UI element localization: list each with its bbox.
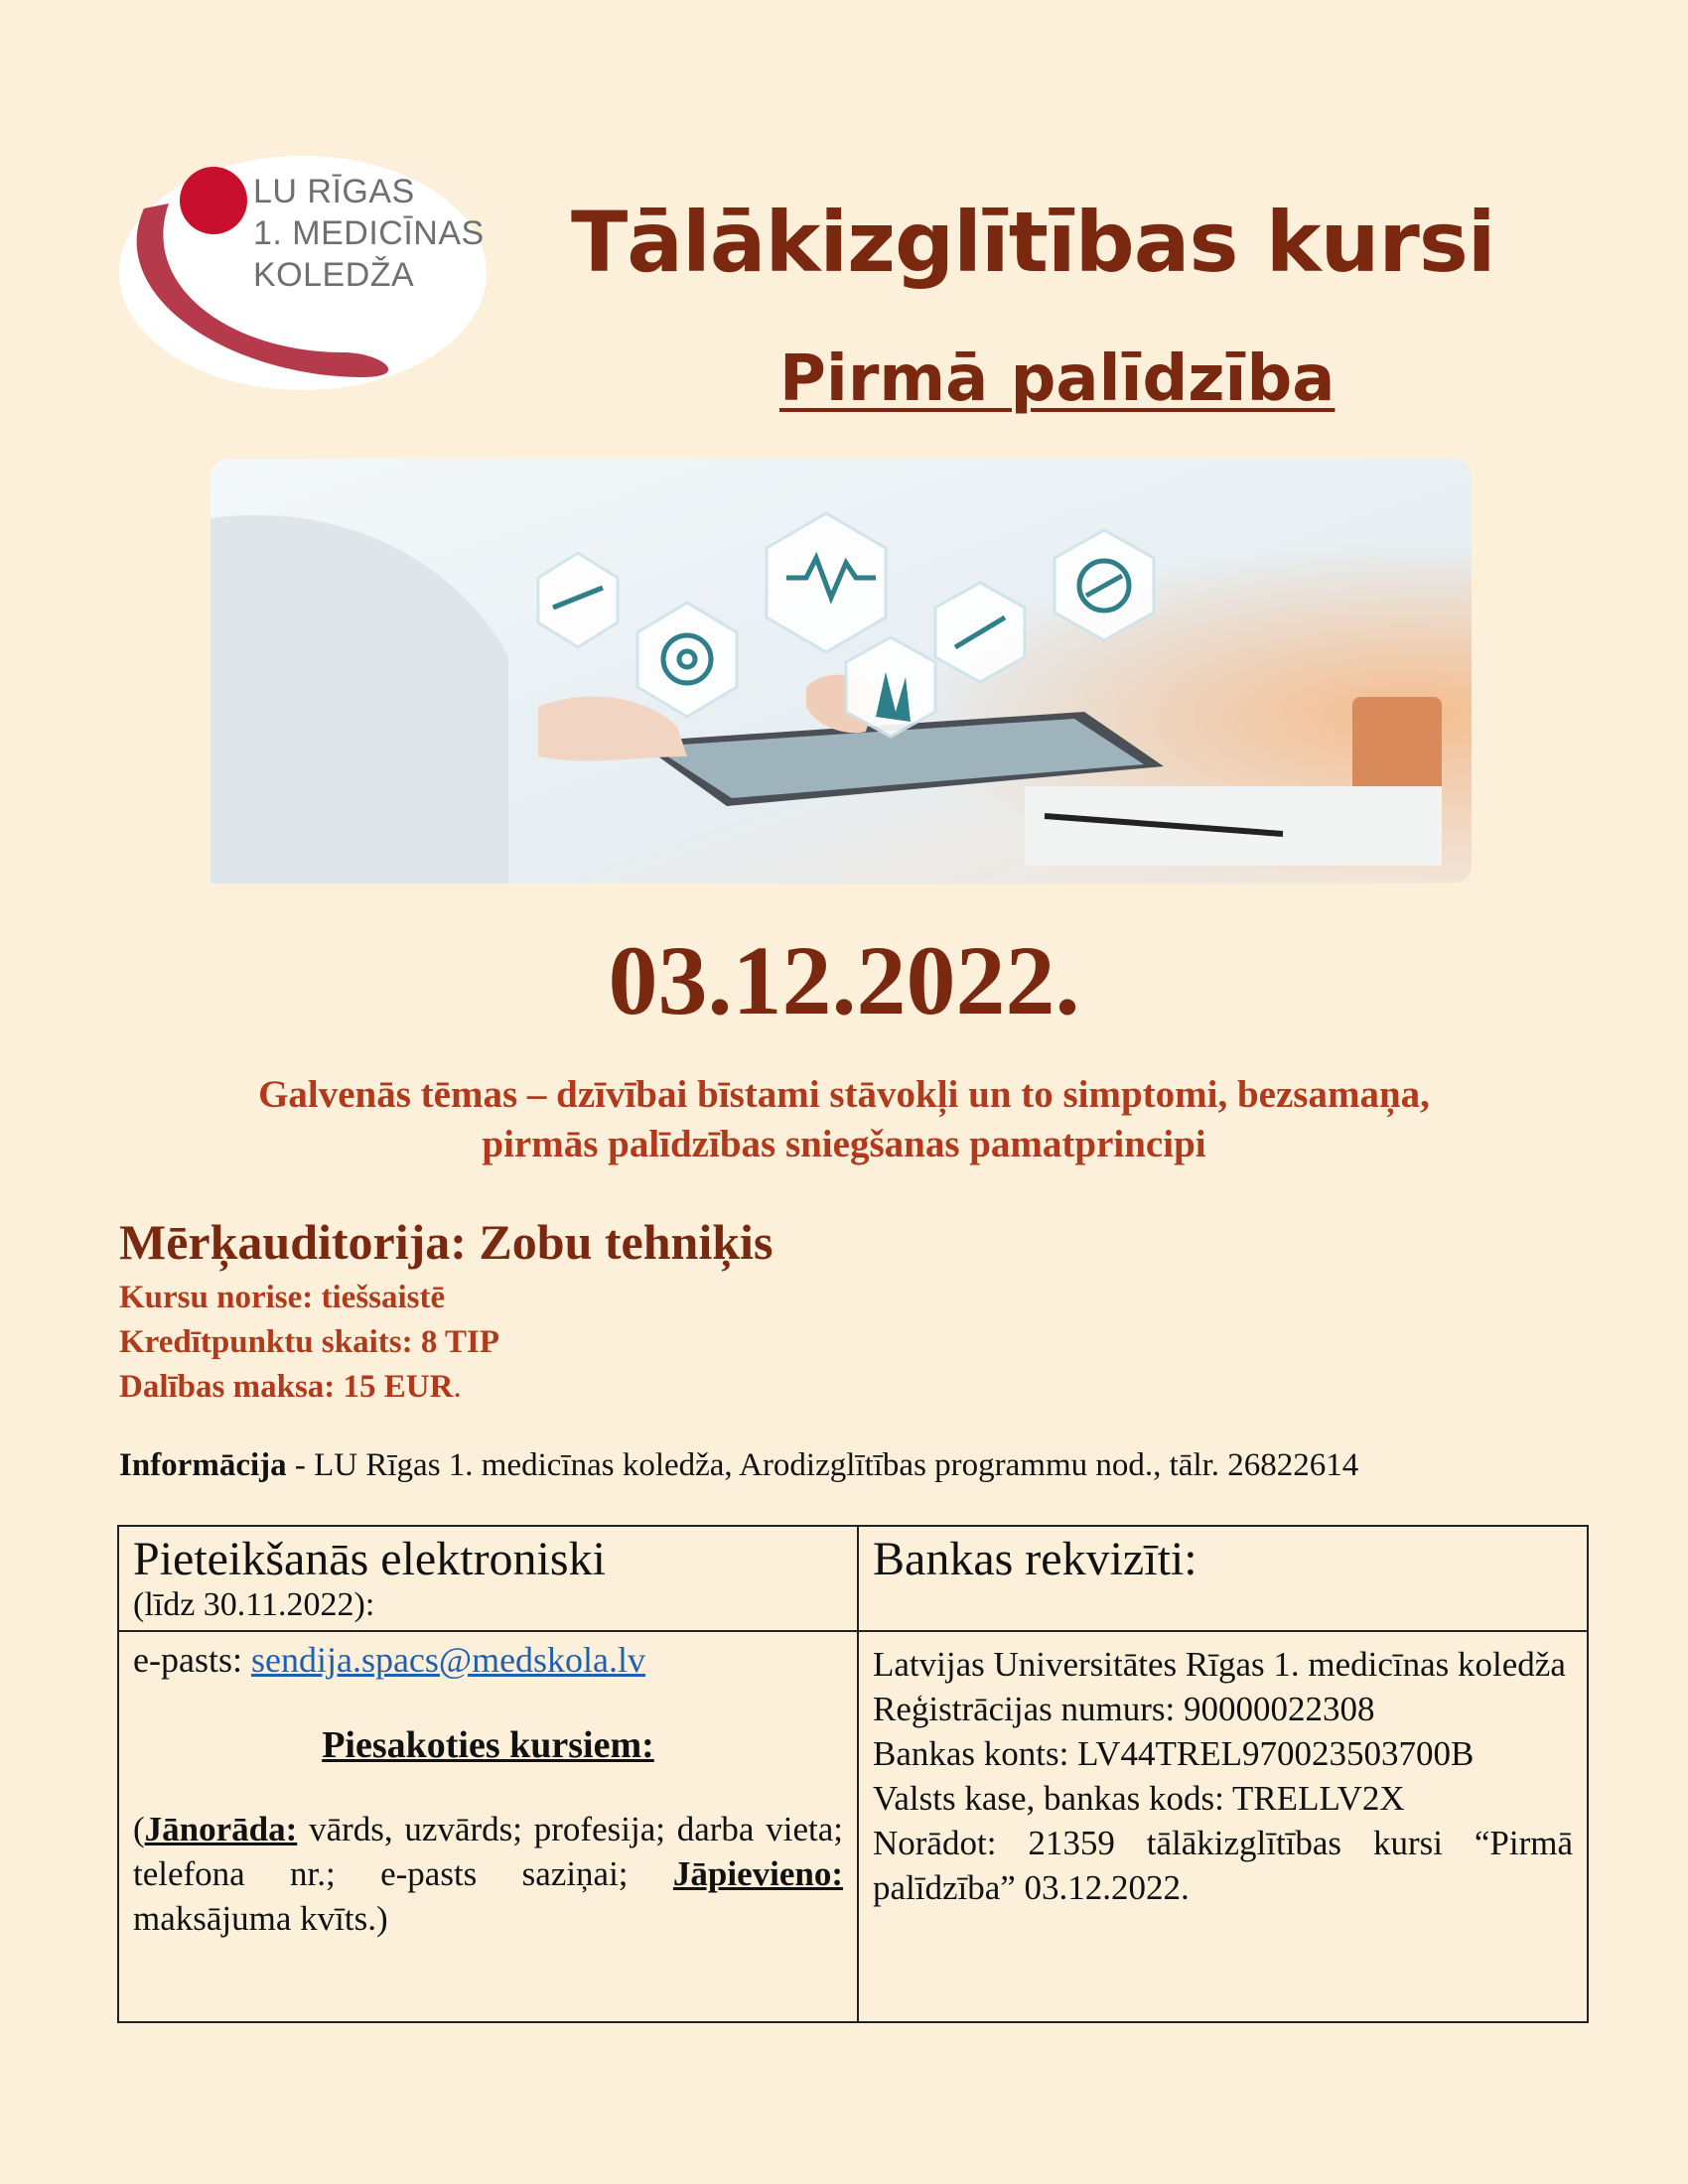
- themes-line-2: pirmās palīdzības sniegšanas pamatprincipi: [482, 1123, 1206, 1165]
- info-text: - LU Rīgas 1. medicīnas koledža, Arodizglītības programmu nod., tālr. 26822614: [286, 1447, 1359, 1483]
- info-label: Informācija: [119, 1447, 287, 1483]
- credit-points: Kredītpunktu skaits: 8 TIP: [119, 1324, 499, 1360]
- course-details: [119, 1276, 499, 1410]
- req-open: (: [133, 1810, 145, 1848]
- bank-account: Bankas konts: LV44TREL970023503700B: [873, 1734, 1475, 1773]
- page-title: Tālākizglītības kursi: [571, 194, 1495, 291]
- payment-note: Norādot: 21359 tālākizglītības kursi “Pirmā palīdzība” 03.12.2022.: [873, 1824, 1573, 1907]
- target-audience: Mērķauditorija: Zobu tehniķis: [119, 1214, 774, 1270]
- bank-header-cell: [858, 1526, 1588, 1631]
- registration-table: [117, 1525, 1589, 2023]
- registration-deadline: (līdz 30.11.2022):: [133, 1586, 375, 1623]
- attach-text: maksājuma kvīts.): [133, 1899, 388, 1938]
- logo-line-2: 1. MEDICĪNAS: [253, 214, 485, 252]
- bank-registration-number: Reģistrācijas numurs: 90000022308: [873, 1690, 1375, 1728]
- registration-heading: Pieteikšanās elektroniski: [133, 1533, 606, 1585]
- registration-body-cell: [118, 1631, 858, 2022]
- apply-heading: Piesakoties kursiem:: [322, 1724, 654, 1766]
- req-label: Jānorāda:: [144, 1810, 298, 1848]
- email-line: [133, 1638, 843, 1682]
- course-date: 03.12.2022.: [608, 925, 1080, 1035]
- fee-period: .: [453, 1369, 462, 1405]
- course-mode: Kursu norise: tiešsaistē: [119, 1280, 446, 1315]
- bank-code: Valsts kase, bankas kods: TRELLV2X: [873, 1779, 1405, 1818]
- participation-fee: [119, 1365, 499, 1410]
- email-link[interactable]: sendija.spacs@medskola.lv: [250, 1640, 646, 1680]
- req-text: vārds, uzvārds; profesija; darba vieta; telefona nr.; e-pasts saziņai;: [133, 1810, 843, 1893]
- bank-details: [873, 1638, 1573, 1910]
- medical-banner-image: [211, 459, 1472, 884]
- bank-heading: Bankas rekvizīti:: [873, 1533, 1197, 1585]
- email-label: e-pasts:: [133, 1640, 251, 1680]
- themes-line-1: Galvenās tēmas – dzīvībai bīstami stāvokļi un to simptomi, bezsamaņa,: [258, 1073, 1430, 1116]
- logo-line-3: KOLEDŽA: [253, 256, 415, 294]
- bank-recipient: Latvijas Universitātes Rīgas 1. medicīnas koledža: [873, 1645, 1566, 1684]
- main-themes: [149, 1070, 1539, 1169]
- application-requirements: [133, 1807, 843, 1941]
- course-subtitle: Pirmā palīdzība: [779, 342, 1336, 416]
- attach-label: Jāpievieno:: [672, 1854, 844, 1893]
- registration-header-cell: [118, 1526, 858, 1631]
- bank-body-cell: [858, 1631, 1588, 2022]
- contact-info: [119, 1447, 1358, 1484]
- fee-text: Dalības maksa: 15 EUR: [119, 1369, 454, 1405]
- logo-text: [253, 171, 485, 296]
- logo-line-1: LU RĪGAS: [253, 173, 415, 210]
